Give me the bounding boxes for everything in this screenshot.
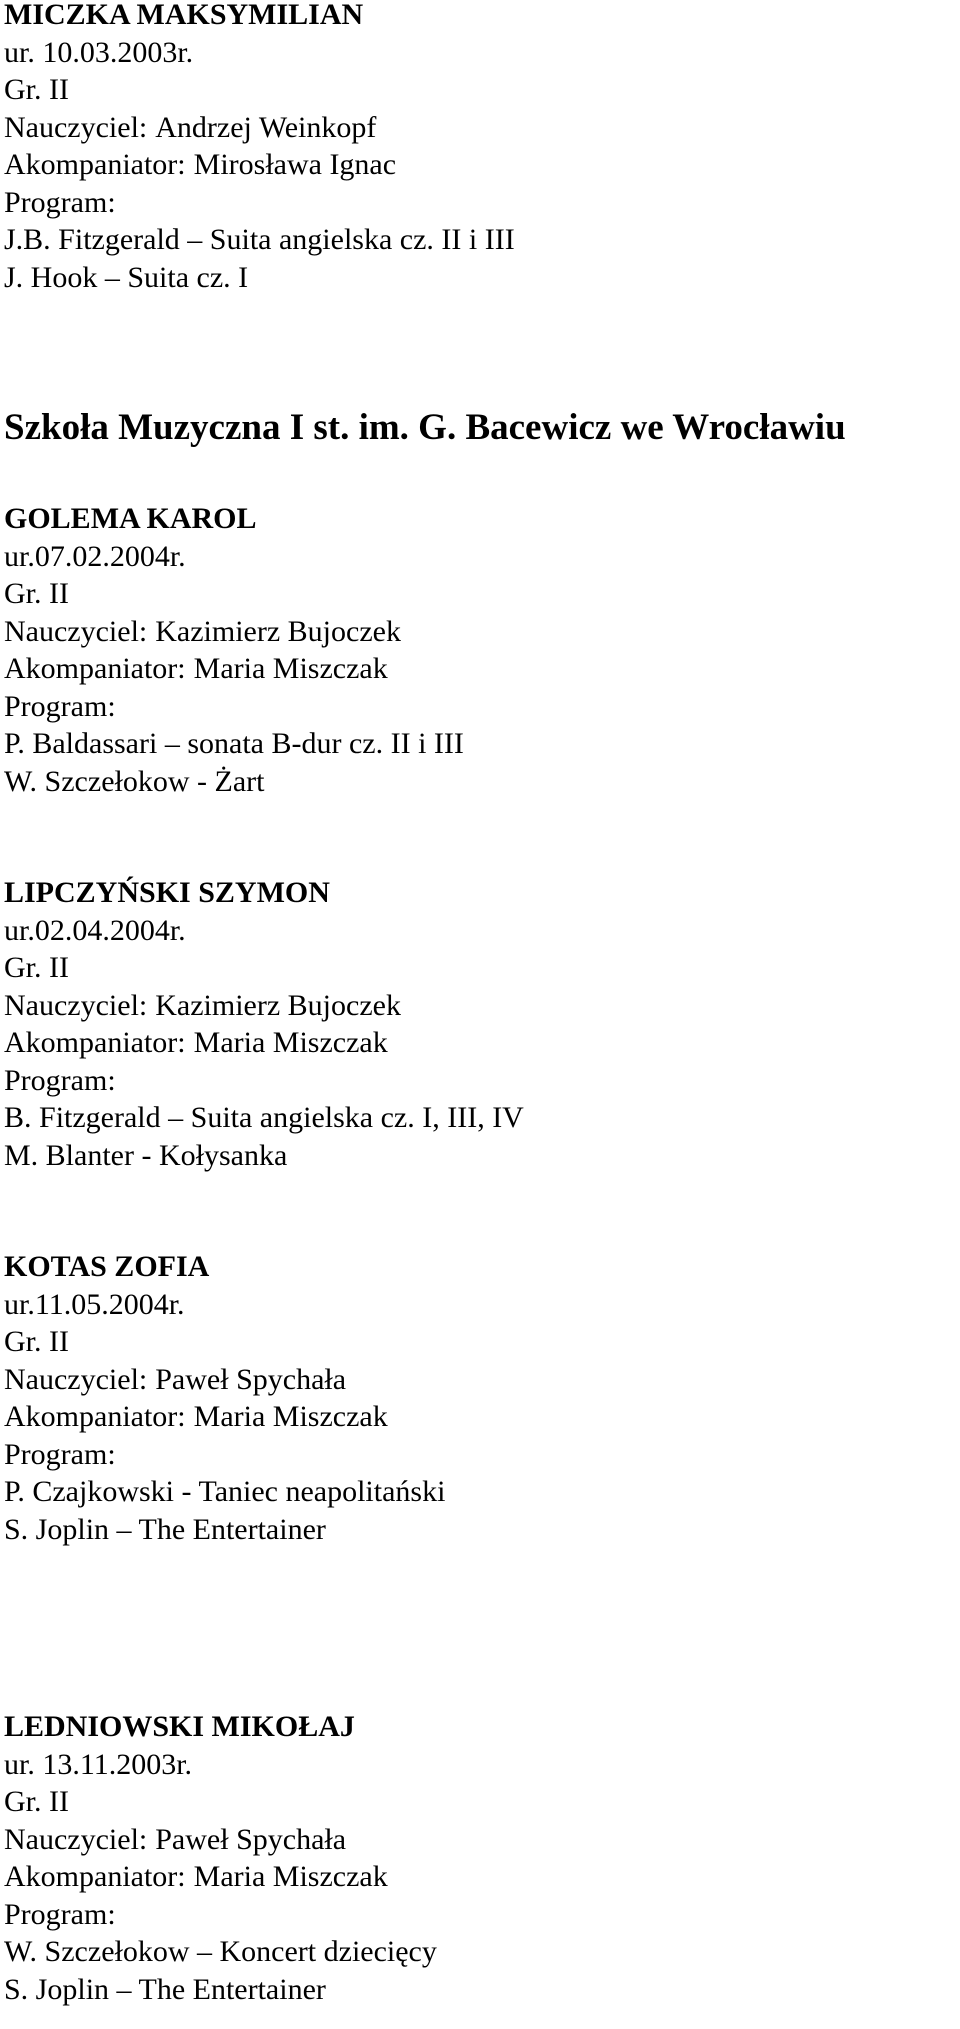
accompanist-name: Maria Miszczak <box>193 1026 388 1059</box>
teacher-name: Kazimierz Bujoczek <box>155 988 401 1022</box>
accompanist-line <box>4 650 464 688</box>
teacher-label: Nauczyciel: <box>4 1362 148 1396</box>
student-name: KOTAS ZOFIA <box>4 1250 210 1283</box>
program-item: P. Czajkowski - Taniec neapolitański <box>4 1475 446 1508</box>
student-entry-5 <box>4 1708 437 2008</box>
teacher-name: Andrzej Weinkopf <box>155 110 377 144</box>
accompanist-label: Akompaniator: <box>4 1026 186 1059</box>
birth-date: ur. 10.03.2003r. <box>4 35 194 69</box>
accompanist-line <box>4 1398 445 1436</box>
accompanist-label: Akompaniator: <box>4 1400 186 1433</box>
teacher-name: Paweł Spychała <box>155 1822 347 1856</box>
program-item: S. Joplin – The Entertainer <box>4 1512 326 1546</box>
program-label: Program: <box>4 1897 116 1931</box>
teacher-name: Paweł Spychała <box>155 1362 347 1396</box>
accompanist-label: Akompaniator: <box>4 148 186 181</box>
group: Gr. II <box>4 1325 69 1358</box>
program-item: B. Fitzgerald – Suita angielska cz. I, III, IV <box>4 1101 524 1134</box>
program-item: W. Szczełokow – Koncert dziecięcy <box>4 1935 437 1968</box>
birth-date: ur.02.04.2004r. <box>4 913 186 947</box>
accompanist-label: Akompaniator: <box>4 1860 186 1893</box>
program-label: Program: <box>4 1437 116 1471</box>
teacher-name: Kazimierz Bujoczek <box>155 614 401 648</box>
birth-date: ur.11.05.2004r. <box>4 1287 185 1321</box>
program-item: J.B. Fitzgerald – Suita angielska cz. II i III <box>4 223 515 256</box>
teacher-line <box>4 987 524 1025</box>
program-item: J. Hook – Suita cz. I <box>4 260 249 294</box>
birth-date: ur. 13.11.2003r. <box>4 1747 193 1781</box>
student-name: LIPCZYŃSKI SZYMON <box>4 876 330 909</box>
birth-date: ur.07.02.2004r. <box>4 539 186 573</box>
program-label: Program: <box>4 1063 116 1097</box>
group: Gr. II <box>4 1785 69 1818</box>
teacher-line <box>4 1821 437 1859</box>
teacher-line <box>4 109 515 147</box>
accompanist-name: Maria Miszczak <box>193 1860 388 1893</box>
teacher-label: Nauczyciel: <box>4 988 148 1022</box>
group: Gr. II <box>4 951 69 984</box>
student-name: LEDNIOWSKI MIKOŁAJ <box>4 1710 355 1743</box>
accompanist-line <box>4 1858 437 1896</box>
student-name: MICZKA MAKSYMILIAN <box>4 0 364 31</box>
group: Gr. II <box>4 73 69 106</box>
teacher-label: Nauczyciel: <box>4 1822 148 1856</box>
student-entry-4 <box>4 1248 445 1548</box>
program-item: W. Szczełokow - Żart <box>4 764 265 798</box>
student-name: GOLEMA KAROL <box>4 502 257 535</box>
teacher-label: Nauczyciel: <box>4 110 148 144</box>
teacher-line <box>4 1361 445 1399</box>
program-item: S. Joplin – The Entertainer <box>4 1972 326 2006</box>
student-entry-3 <box>4 874 524 1174</box>
program-label: Program: <box>4 689 116 723</box>
accompanist-line <box>4 146 515 184</box>
accompanist-name: Mirosława Ignac <box>193 148 397 181</box>
school-heading: Szkoła Muzyczna I st. im. G. Bacewicz we Wrocławiu <box>4 407 846 448</box>
program-item: M. Blanter - Kołysanka <box>4 1138 288 1172</box>
accompanist-label: Akompaniator: <box>4 652 186 685</box>
accompanist-line <box>4 1024 524 1062</box>
program-label: Program: <box>4 185 116 219</box>
teacher-label: Nauczyciel: <box>4 614 148 648</box>
teacher-line <box>4 613 464 651</box>
student-entry-2 <box>4 500 464 800</box>
program-item: P. Baldassari – sonata B-dur cz. II i III <box>4 727 464 760</box>
student-entry-1 <box>4 0 515 296</box>
accompanist-name: Maria Miszczak <box>193 1400 388 1433</box>
group: Gr. II <box>4 577 69 610</box>
accompanist-name: Maria Miszczak <box>193 652 388 685</box>
